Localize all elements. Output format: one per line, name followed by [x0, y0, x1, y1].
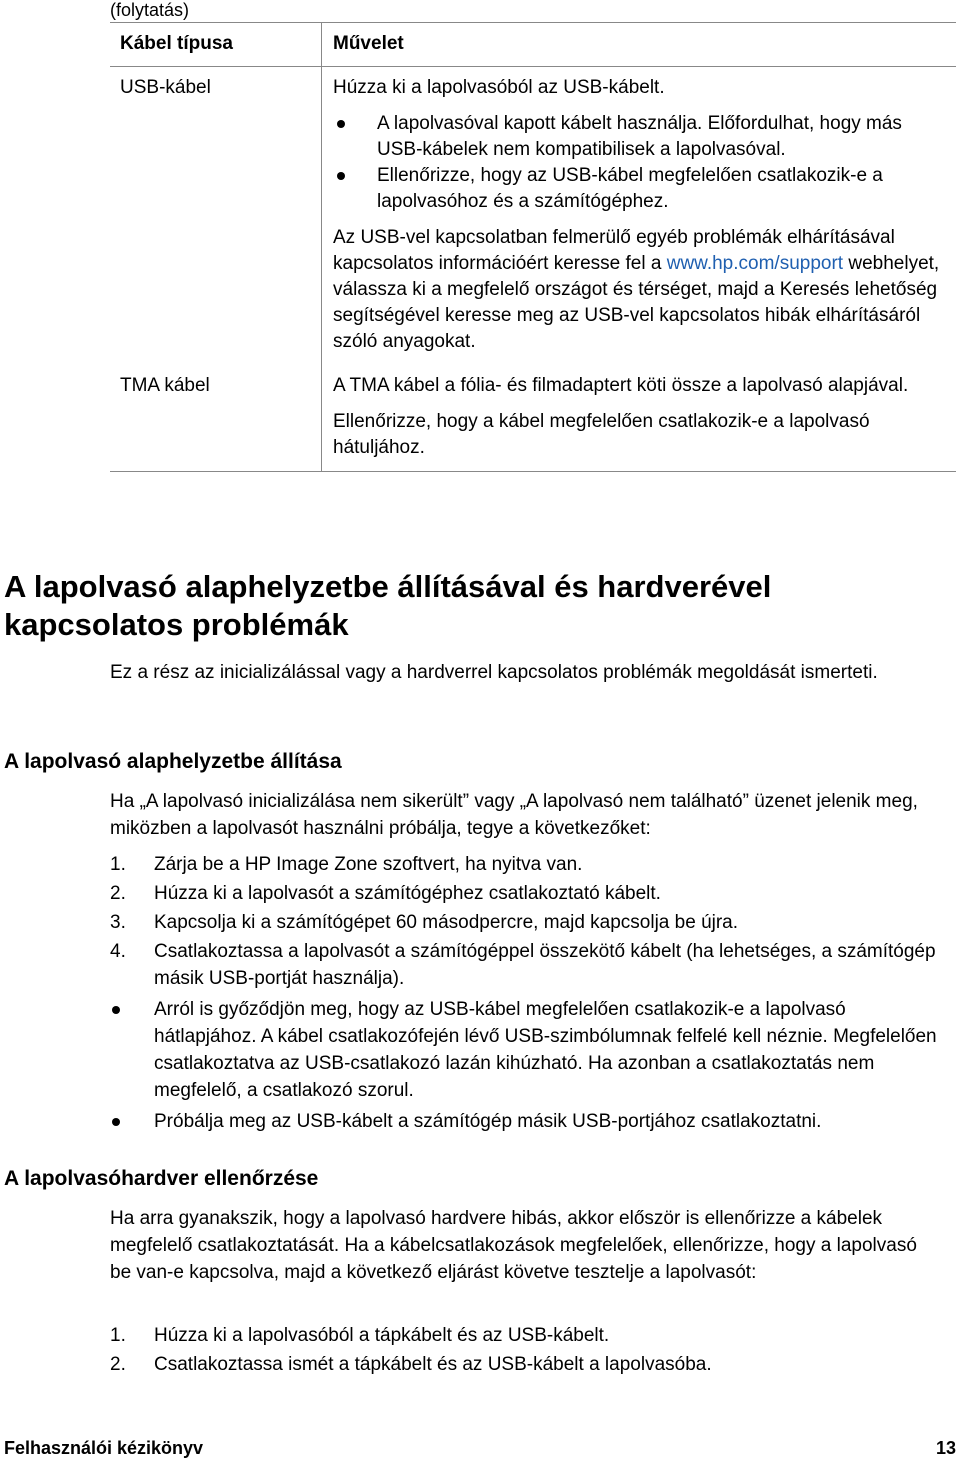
step-number: 2. — [110, 1354, 126, 1375]
table-header-row — [110, 23, 956, 67]
list-item — [110, 1351, 950, 1378]
section-intro: Ez a rész az inicializálással vagy a hardverrel kapcsolatos problémák megoldását ismerteti. — [110, 662, 878, 683]
reset-steps — [110, 851, 950, 994]
header-cable-type: Kábel típusa — [110, 23, 322, 67]
step-number: 1. — [110, 854, 126, 875]
step-number: 2. — [110, 883, 126, 904]
list-item — [110, 1322, 950, 1349]
list-item — [110, 938, 950, 992]
note-text-before: Az USB-vel kapcsolatban felmerülő egyéb problémák elhárításával kapcsolatos információért keresse fel a — [333, 227, 895, 274]
page-number: 13 — [935, 1438, 956, 1458]
list-item: Ellenőrizze, hogy az USB-kábel megfelelően csatlakozik-e a lapolvasóhoz és a számítógéphez. — [333, 163, 946, 215]
tma-paragraph: Ellenőrizze, hogy a kábel megfelelően csatlakozik-e a lapolvasó hátuljához. — [333, 411, 870, 458]
usb-intro: Húzza ki a lapolvasóból az USB-kábelt. — [333, 77, 665, 98]
cable-table — [110, 22, 956, 472]
list-item: Arról is győződjön meg, hogy az USB-kábel megfelelően csatlakozik-e a lapolvasó hátlapjához. A kábel csatlakozófején lévő USB-szimbólumnak felfelé kell néznie. Megfelelően csatlakoztatva az USB-csatlakozó lazán kihúzható. Ha azonban a csatlakoztatás nem megfelelő, a csatlakozó szorul. — [110, 996, 950, 1104]
tma-paragraph: A TMA kábel a fólia- és filmadaptert köti össze a lapolvasó alapjával. — [333, 375, 909, 396]
hardware-intro: Ha arra gyanakszik, hogy a lapolvasó hardvere hibás, akkor először is ellenőrizze a kábelek megfelelő csatlakoztatását. Ha a kábelcsatlakozások megfelelőek, ellenőrizze, hogy a lapolvasó be van-e kapcsolva, majd a következő eljárást követve tesztelje a lapolvasót: — [110, 1208, 917, 1283]
step-text: Csatlakoztassa ismét a tápkábelt és az USB-kábelt a lapolvasóba. — [154, 1354, 712, 1375]
hardware-steps — [110, 1322, 950, 1380]
cell-cable-type: USB-kábel — [110, 67, 322, 366]
footer-title: Felhasználói kézikönyv — [4, 1438, 204, 1458]
step-text: Csatlakoztassa a lapolvasót a számítógéppel összekötő kábelt (ha lehetséges, a számítógép másik USB-portját használja). — [154, 941, 936, 989]
cell-action — [322, 365, 957, 472]
continued-label: (folytatás) — [110, 0, 190, 20]
usb-bullet-list — [333, 111, 946, 215]
reset-intro: Ha „A lapolvasó inicializálása nem sikerült” vagy „A lapolvasó nem található” üzenet jelenik meg, miközben a lapolvasót használni próbálja, tegye a következőket: — [110, 791, 918, 839]
step-text: Húzza ki a lapolvasót a számítógéphez csatlakoztató kábelt. — [154, 883, 661, 904]
step-text: Kapcsolja ki a számítógépet 60 másodpercre, majd kapcsolja be újra. — [154, 912, 739, 933]
step-number: 3. — [110, 912, 126, 933]
cell-action — [322, 67, 957, 366]
step-number: 1. — [110, 1325, 126, 1346]
hardware-heading: A lapolvasóhardver ellenőrzése — [4, 1167, 319, 1190]
list-item: A lapolvasóval kapott kábelt használja. Előfordulhat, hogy más USB-kábelek nem kompatibilisek a lapolvasóval. — [333, 111, 946, 163]
step-text: Zárja be a HP Image Zone szoftvert, ha nyitva van. — [154, 854, 583, 875]
step-number: 4. — [110, 941, 126, 962]
note-text-after: webhelyet, válassza ki a megfelelő országot és térséget, majd a Keresés lehetőség segítségével keresse meg az USB-vel kapcsolatos hibák elhárításáról szóló anyagokat. — [333, 253, 940, 352]
list-item — [110, 909, 950, 936]
header-action: Művelet — [322, 23, 957, 67]
table-row — [110, 67, 956, 366]
list-item: Próbálja meg az USB-kábelt a számítógép másik USB-portjához csatlakoztatni. — [110, 1108, 950, 1135]
section-title: A lapolvasó alaphelyzetbe állításával és hardverével kapcsolatos problémák — [4, 569, 772, 642]
cell-cable-type: TMA kábel — [110, 365, 322, 472]
reset-bullets — [110, 996, 950, 1137]
support-link[interactable]: www.hp.com/support — [666, 253, 844, 274]
reset-heading: A lapolvasó alaphelyzetbe állítása — [4, 750, 342, 773]
list-item — [110, 880, 950, 907]
page-footer — [4, 1438, 956, 1459]
usb-support-note — [333, 225, 946, 355]
table-row — [110, 365, 956, 472]
list-item — [110, 851, 950, 878]
step-text: Húzza ki a lapolvasóból a tápkábelt és az USB-kábelt. — [154, 1325, 610, 1346]
